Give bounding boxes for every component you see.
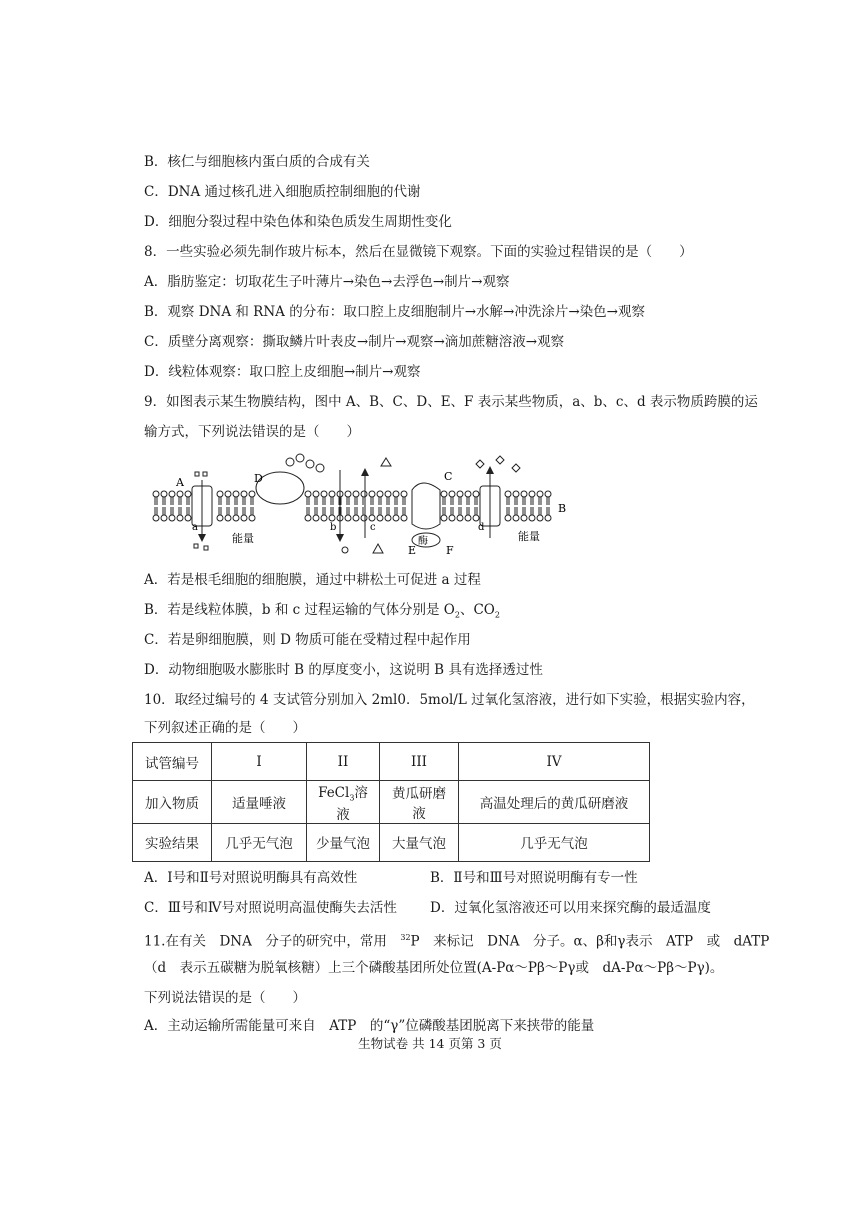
phospholipid-tail [315, 497, 317, 505]
phospholipid-head [153, 491, 159, 497]
phospholipid-head [385, 515, 391, 521]
q9-option-d: D．动物细胞吸水膨胀时 B 的厚度变小，这说明 B 具有选择透过性 [144, 662, 543, 678]
phospholipid-head [465, 515, 471, 521]
subscript-2: 2 [494, 610, 500, 620]
phospholipid-head [545, 491, 551, 497]
sugar-chain [296, 454, 304, 462]
phospholipid-head [505, 515, 511, 521]
sugar-chain [286, 458, 294, 466]
molecule-square [194, 544, 198, 548]
phospholipid-head [449, 491, 455, 497]
phospholipid-tail [395, 507, 397, 515]
experiment-table [132, 742, 650, 862]
molecule-square [204, 546, 208, 550]
phospholipid-head [545, 515, 551, 521]
phospholipid-head [185, 515, 191, 521]
membrane-diagram [150, 450, 590, 562]
arrow-a-head [198, 534, 206, 542]
molecule-circle [342, 547, 348, 553]
label-d-lower: d [478, 522, 485, 533]
q9-option-a: A．若是根毛细胞的细胞膜，通过中耕松土可促进 a 过程 [144, 572, 481, 588]
phospholipid-head [233, 491, 239, 497]
phospholipid-head [169, 491, 175, 497]
table-cell: IV [459, 743, 650, 781]
phospholipid-head [393, 515, 399, 521]
q11-option-a: A．主动运输所需能量可来自 ATP 的“γ”位磷酸基团脱离下来挟带的能量 [144, 1018, 595, 1034]
phospholipid-head [369, 491, 375, 497]
phospholipid-tail [187, 507, 189, 515]
table-cell: II [307, 743, 380, 781]
phospholipid-head [449, 515, 455, 521]
molecule-diamond [496, 456, 504, 464]
phospholipid-tail [451, 507, 453, 515]
phospholipid-head [457, 515, 463, 521]
phospholipid-tail [395, 497, 397, 505]
q11-stem-text: 11.在有关 DNA 分子的研究中，常用 [144, 933, 401, 950]
q10-option-c: C．Ⅲ号和Ⅳ号对照说明高温使酶失去活性 [144, 900, 397, 916]
q9-option-b [144, 600, 500, 626]
label-b-lower: b [330, 522, 337, 533]
phospholipid-head [225, 491, 231, 497]
phospholipid-head [521, 491, 527, 497]
phospholipid-head [513, 515, 519, 521]
phospholipid-head [377, 491, 383, 497]
q10-option-a: A．Ⅰ号和Ⅱ号对照说明酶具有高效性 [144, 870, 358, 886]
label-energy-left: 能量 [232, 532, 254, 545]
phospholipid-tail [355, 497, 357, 505]
phospholipid-tail [307, 497, 309, 505]
table-row [133, 781, 650, 824]
phospholipid-head [513, 491, 519, 497]
molecule-diamond [476, 460, 484, 468]
phospholipid-tail [507, 497, 509, 505]
phospholipid-head [353, 515, 359, 521]
glycoprotein-d [256, 472, 304, 504]
phospholipid-tail [179, 497, 181, 505]
table-cell: 黄瓜研磨液 [380, 781, 459, 824]
phospholipid-tail [323, 507, 325, 515]
arrow-c-head [361, 468, 369, 476]
label-c-lower: c [370, 522, 376, 533]
molecule-triangle [373, 544, 383, 553]
phospholipid-head [241, 515, 247, 521]
phospholipid-head [185, 491, 191, 497]
phospholipid-head [521, 515, 527, 521]
phospholipid-tail [475, 497, 477, 505]
phospholipid-head [329, 491, 335, 497]
q10-stem-line2: 下列叙述正确的是（ ） [144, 720, 306, 736]
phospholipid-tail [227, 497, 229, 505]
table-cell: 大量气泡 [380, 823, 459, 861]
enzyme-protein [412, 483, 440, 529]
page-footer: 生物试卷 共 14 页第 3 页 [358, 1036, 502, 1051]
molecule-diamond [512, 464, 520, 472]
q10-option-b: B．Ⅱ号和Ⅲ号对照说明酶有专一性 [430, 870, 638, 886]
phospholipid-head [369, 515, 375, 521]
phospholipid-tail [171, 497, 173, 505]
table-cell: 少量气泡 [307, 823, 380, 861]
molecule-triangle [381, 458, 391, 466]
phospholipid-tail [171, 507, 173, 515]
phospholipid-tail [515, 497, 517, 505]
phospholipid-head [345, 491, 351, 497]
phospholipid-tail [403, 497, 405, 505]
phospholipid-head [401, 491, 407, 497]
cell-text: FeCl [318, 785, 350, 801]
phospholipid-tail [155, 497, 157, 505]
phospholipid-tail [475, 507, 477, 515]
table-cell: 加入物质 [133, 781, 212, 824]
q10-option-d: D．过氧化氢溶液还可以用来探究酶的最适温度 [430, 900, 711, 916]
q11-stem-text: P 来标记 DNA 分子。α、β和γ表示 ATP 或 dATP [410, 933, 770, 950]
q8-option-b: B．观察 DNA 和 RNA 的分布：取口腔上皮细胞制片→水解→冲洗涂片→染色→观察 [144, 304, 645, 320]
phospholipid-tail [467, 497, 469, 505]
phospholipid-head [249, 515, 255, 521]
phospholipid-tail [187, 497, 189, 505]
phospholipid-tail [379, 507, 381, 515]
molecule-square [195, 472, 199, 476]
q8-stem: 8．一些实验必须先制作玻片标本，然后在显微镜下观察。下面的实验过程错误的是（ ） [144, 244, 693, 260]
phospholipid-head [385, 491, 391, 497]
label-e-upper: E [408, 544, 417, 557]
phospholipid-tail [515, 507, 517, 515]
phospholipid-tail [179, 507, 181, 515]
phospholipid-head [505, 491, 511, 497]
table-cell [307, 781, 380, 824]
phospholipid-tail [155, 507, 157, 515]
label-enzyme: 酶 [418, 536, 428, 547]
phospholipid-head [241, 491, 247, 497]
q9-option-c: C．若是卵细胞膜，则 D 物质可能在受精过程中起作用 [144, 632, 471, 648]
phospholipid-tail [315, 507, 317, 515]
phospholipid-tail [371, 507, 373, 515]
phospholipid-head [169, 515, 175, 521]
q9-stem-line1: 9．如图表示某生物膜结构，图中 A、B、C、D、E、F 表示某些物质，a、b、c、d 表示物质跨膜的运 [144, 394, 758, 410]
sugar-chain [306, 460, 314, 468]
phospholipid-tail [307, 507, 309, 515]
q11-stem-line3: 下列说法错误的是（ ） [144, 990, 306, 1006]
phospholipid-tail [443, 507, 445, 515]
superscript-32: 32 [400, 933, 411, 942]
phospholipid-head [537, 491, 543, 497]
phospholipid-tail [379, 497, 381, 505]
phospholipid-head [465, 491, 471, 497]
phospholipid-head [377, 515, 383, 521]
q8-option-a: A．脂肪鉴定：切取花生子叶薄片→染色→去浮色→制片→观察 [144, 274, 510, 290]
phospholipid-tail [347, 497, 349, 505]
label-a-lower: a [192, 522, 198, 533]
phospholipid-head [153, 515, 159, 521]
phospholipid-head [305, 515, 311, 521]
phospholipid-head [473, 491, 479, 497]
phospholipid-head [313, 491, 319, 497]
label-b-upper: B [558, 502, 567, 515]
phospholipid-head [313, 515, 319, 521]
phospholipid-tail [243, 497, 245, 505]
phospholipid-tail [459, 497, 461, 505]
phospholipid-head [473, 515, 479, 521]
phospholipid-head [321, 491, 327, 497]
phospholipid-head [177, 491, 183, 497]
arrow-b-head [336, 534, 344, 542]
phospholipid-head [345, 515, 351, 521]
table-cell: I [212, 743, 307, 781]
phospholipid-tail [347, 507, 349, 515]
phospholipid-tail [251, 497, 253, 505]
q7-option-c: C．DNA 通过核孔进入细胞质控制细胞的代谢 [144, 184, 421, 200]
table-cell: III [380, 743, 459, 781]
phospholipid-tail [163, 497, 165, 505]
q10-stem-line1: 10．取经过编号的 4 支试管分别加入 2ml0．5mol/L 过氧化氢溶液，进行如下实验，根据实验内容， [144, 692, 755, 708]
table-cell: 适量唾液 [212, 781, 307, 824]
phospholipid-tail [243, 507, 245, 515]
q9-option-b-text: B．若是线粒体膜，b 和 c 过程运输的气体分别是 O [144, 602, 455, 618]
phospholipid-tail [451, 497, 453, 505]
phospholipid-head [361, 515, 367, 521]
label-a-upper: A [176, 476, 184, 489]
phospholipid-tail [227, 507, 229, 515]
phospholipid-head [441, 491, 447, 497]
phospholipid-head [401, 515, 407, 521]
phospholipid-tail [387, 497, 389, 505]
q11-stem-line1 [144, 928, 769, 952]
phospholipid-head [361, 491, 367, 497]
arrow-d-head [486, 466, 494, 474]
phospholipid-head [217, 491, 223, 497]
q8-option-d: D．线粒体观察：取口腔上皮细胞→制片→观察 [144, 364, 421, 380]
phospholipid-head [393, 491, 399, 497]
subscript-3: 3 [349, 793, 355, 803]
phospholipid-head [457, 491, 463, 497]
label-energy-right: 能量 [518, 530, 540, 543]
q11-stem-line2: （d 表示五碳糖为脱氧核糖）上三个磷酸基团所处位置(A-Pα～Pβ～Pγ或 dA-Pα～Pβ～Pγ)。 [144, 960, 724, 976]
subscript-2: 2 [454, 610, 460, 620]
phospholipid-head [225, 515, 231, 521]
phospholipid-tail [523, 507, 525, 515]
phospholipid-head [353, 491, 359, 497]
phospholipid-tail [531, 507, 533, 515]
q7-option-b: B．核仁与细胞核内蛋白质的合成有关 [144, 154, 370, 170]
phospholipid-head [161, 491, 167, 497]
phospholipid-head [529, 515, 535, 521]
phospholipid-head [329, 515, 335, 521]
table-row [133, 743, 650, 781]
phospholipid-head [305, 491, 311, 497]
q8-option-c: C．质壁分离观察：撕取鳞片叶表皮→制片→观察→滴加蔗糖溶液→观察 [144, 334, 565, 350]
phospholipid-head [233, 515, 239, 521]
sugar-chain [316, 464, 324, 472]
phospholipid-tail [371, 497, 373, 505]
phospholipid-head [161, 515, 167, 521]
table-cell: 实验结果 [133, 823, 212, 861]
phospholipid-tail [387, 507, 389, 515]
table-cell: 几乎无气泡 [212, 823, 307, 861]
phospholipid-tail [355, 507, 357, 515]
table-row [133, 823, 650, 861]
phospholipid-tail [507, 507, 509, 515]
phospholipid-tail [331, 507, 333, 515]
table-cell: 试管编号 [133, 743, 212, 781]
phospholipid-head [441, 515, 447, 521]
cell-text: 溶液 [336, 785, 368, 823]
phospholipid-tail [251, 507, 253, 515]
phospholipid-tail [531, 497, 533, 505]
table-cell: 高温处理后的黄瓜研磨液 [459, 781, 650, 824]
phospholipid-tail [219, 507, 221, 515]
phospholipid-tail [219, 497, 221, 505]
phospholipid-tail [467, 507, 469, 515]
phospholipid-tail [235, 497, 237, 505]
label-c-upper: C [444, 470, 453, 483]
q7-option-d: D．细胞分裂过程中染色体和染色质发生周期性变化 [144, 214, 452, 230]
q9-stem-line2: 输方式，下列说法错误的是（ ） [144, 424, 360, 440]
q9-option-b-text: 、CO [459, 602, 495, 618]
phospholipid-tail [163, 507, 165, 515]
phospholipid-tail [403, 507, 405, 515]
table-cell: 几乎无气泡 [459, 823, 650, 861]
molecule-square [203, 472, 207, 476]
phospholipid-tail [539, 497, 541, 505]
phospholipid-head [217, 515, 223, 521]
phospholipid-head [177, 515, 183, 521]
phospholipid-tail [539, 507, 541, 515]
phospholipid-tail [547, 497, 549, 505]
phospholipid-head [249, 491, 255, 497]
phospholipid-head [537, 515, 543, 521]
phospholipid-head [321, 515, 327, 521]
phospholipid-tail [459, 507, 461, 515]
phospholipid-tail [323, 497, 325, 505]
phospholipid-tail [331, 497, 333, 505]
label-f-upper: F [446, 544, 454, 557]
phospholipid-tail [523, 497, 525, 505]
label-d-upper: D [254, 472, 263, 485]
phospholipid-head [529, 491, 535, 497]
phospholipid-tail [443, 497, 445, 505]
phospholipid-tail [235, 507, 237, 515]
phospholipid-tail [547, 507, 549, 515]
